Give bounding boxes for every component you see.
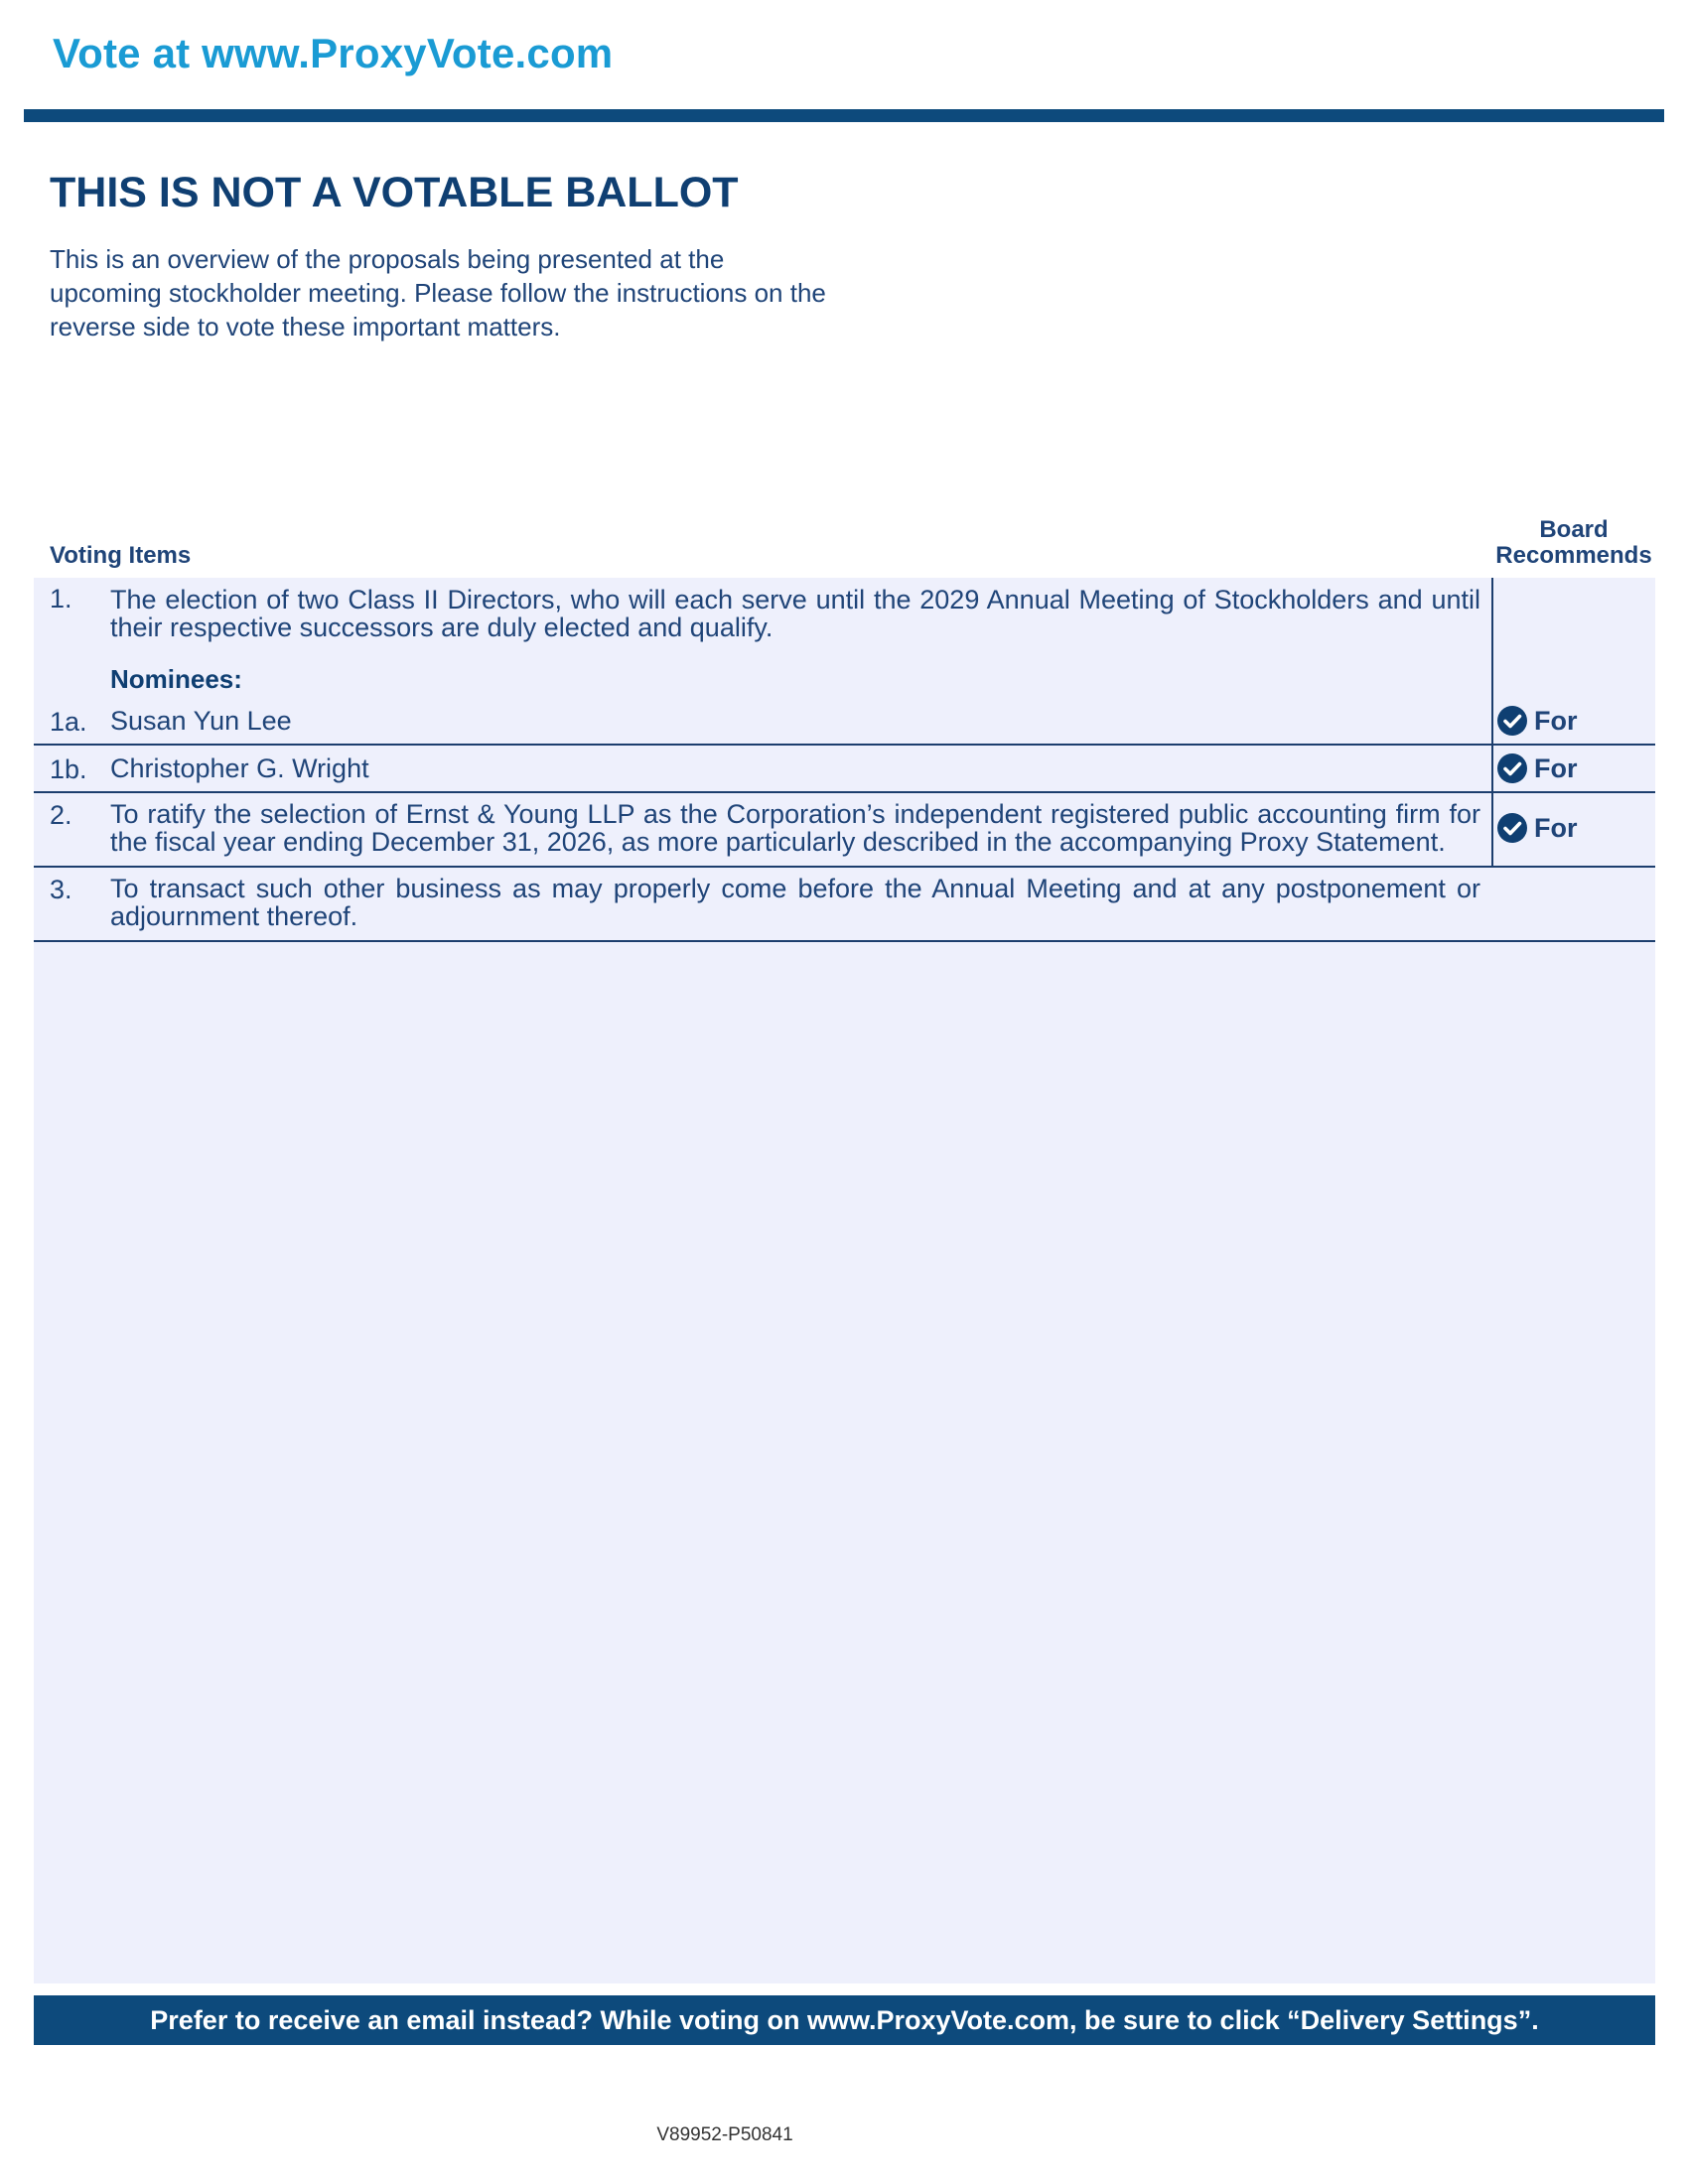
row-divider	[34, 940, 1655, 942]
proxyvote-link[interactable]: Vote at www.ProxyVote.com	[53, 30, 614, 76]
item-number: 3.	[50, 875, 72, 904]
recommendation-label: For	[1534, 705, 1578, 736]
item-text: The election of two Class II Directors, who will each serve until the 2029 Annual Meeting of Stockholders and until their respective successors are duly elected and qualify.	[110, 585, 1480, 642]
document-code: V89952-P50841	[656, 2124, 793, 2145]
item-text: To transact such other business as may properly come before the Annual Meeting and at any postponement or adjournment thereof.	[110, 874, 1480, 931]
item-number: 1.	[50, 584, 72, 614]
recommendation	[1496, 812, 1578, 844]
check-circle-icon	[1496, 752, 1528, 784]
board-recommends-header-line2: Recommends	[1495, 542, 1652, 569]
check-circle-icon	[1496, 705, 1528, 737]
item-number: 2.	[50, 800, 72, 830]
nominees-label: Nominees:	[110, 664, 242, 694]
page-title: THIS IS NOT A VOTABLE BALLOT	[50, 169, 739, 216]
board-recommends-header	[1489, 517, 1658, 569]
intro-paragraph: This is an overview of the proposals being presented at the upcoming stockholder meeting. Please follow the instructions on the reverse side to vote these important matters.	[50, 244, 826, 341]
header-rule	[24, 109, 1664, 122]
row-divider	[34, 791, 1655, 793]
recommendation	[1496, 705, 1578, 737]
recommendation	[1496, 752, 1578, 784]
row-divider	[34, 744, 1655, 746]
delivery-settings-banner: Prefer to receive an email instead? While voting on www.ProxyVote.com, be sure to click “Delivery Settings”.	[34, 1995, 1655, 2045]
row-divider	[34, 866, 1655, 868]
item-text: To ratify the selection of Ernst & Young LLP as the Corporation’s independent registered public accounting firm for the fiscal year ending December 31, 2026, as more particularly described in the accompanying Proxy Statement.	[110, 799, 1480, 857]
item-number: 1b.	[50, 754, 87, 784]
voting-items-header: Voting Items	[50, 542, 192, 569]
nominee-name: Christopher G. Wright	[110, 753, 369, 783]
recommendation-label: For	[1534, 812, 1578, 843]
column-divider	[1491, 578, 1493, 868]
check-circle-icon	[1496, 812, 1528, 844]
item-number: 1a.	[50, 707, 87, 737]
voting-items-panel	[34, 578, 1655, 1983]
nominee-name: Susan Yun Lee	[110, 706, 292, 736]
board-recommends-header-line1: Board	[1539, 516, 1609, 543]
recommendation-label: For	[1534, 752, 1578, 783]
